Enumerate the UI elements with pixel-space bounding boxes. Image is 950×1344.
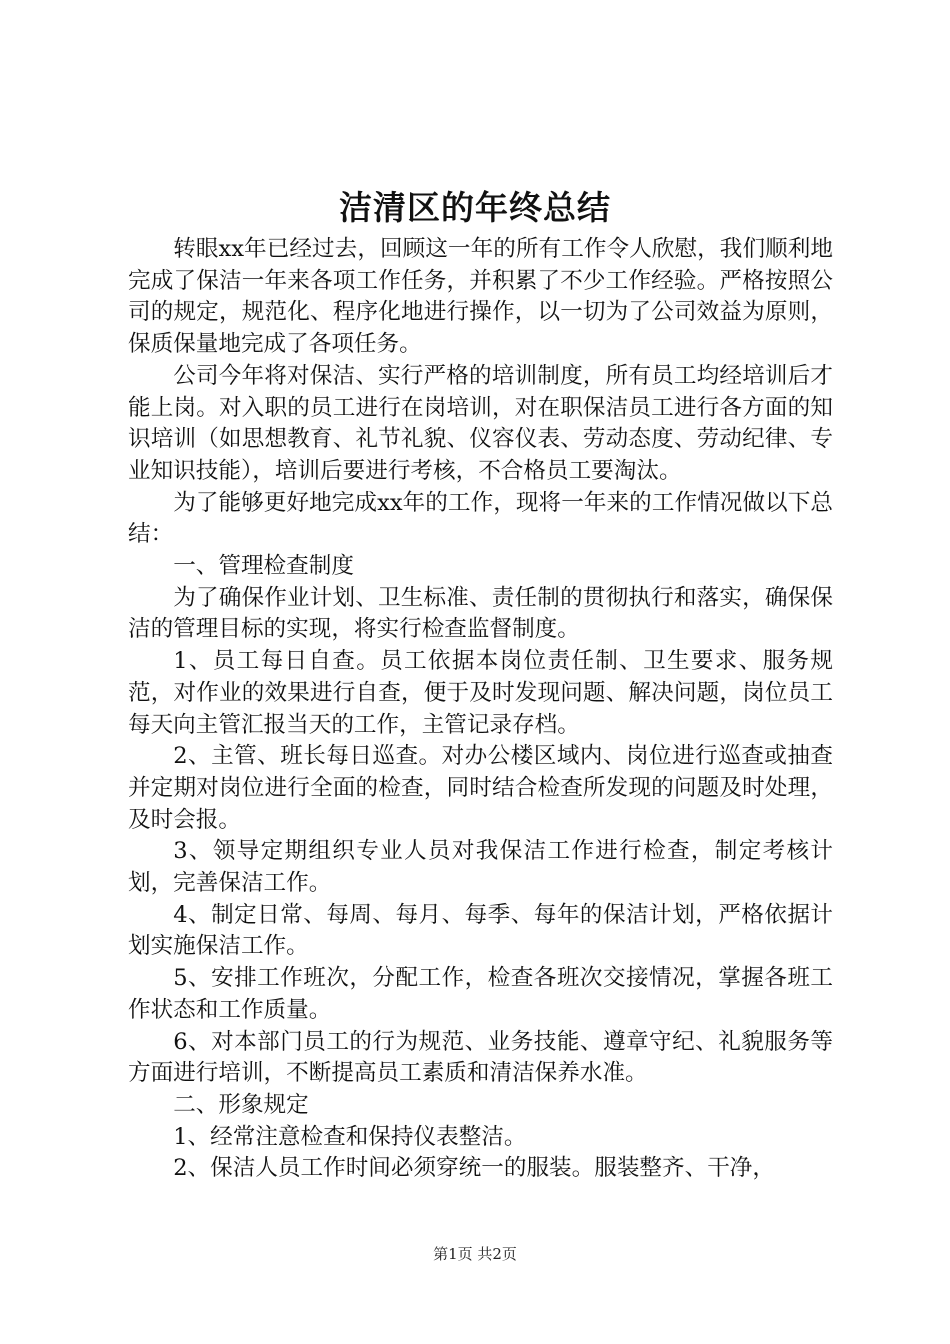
section-heading-inspection: 一、管理检查制度 <box>173 553 354 580</box>
image-rule-2: 2、保洁人员工作时间必须穿统一的服装。服装整齐、干净， <box>173 1155 775 1182</box>
document-title: 洁清区的年终总结 <box>339 188 611 227</box>
list-item-3: 3、领导定期组织专业人员对我保洁工作进行检查，制定考核计划，完善保洁工作。 <box>128 838 833 897</box>
document-body <box>128 234 833 1185</box>
list-item-5: 5、安排工作班次，分配工作，检查各班次交接情况，掌握各班工作状态和工作质量。 <box>128 965 833 1023</box>
paragraph-training: 公司今年将对保洁、实行严格的培训制度，所有员工均经培训后才能上岗。对入职的员工进行在岗培训，对在职保洁员工进行各方面的知识培训（如思想教育、礼节礼貌、仪容仪表、劳动态度、劳动纪律、专业知识技能），培训后要进行考核，不合格员工要淘汰。 <box>128 362 833 484</box>
paragraph-intro: 转眼xx年已经过去，回顾这一年的所有工作令人欣慰，我们顺利地完成了保洁一年来各项工作任务，并积累了不少工作经验。严格按照公司的规定，规范化、程序化地进行操作，以一切为了公司效益为原则，保质保量地完成了各项任务。 <box>128 236 833 358</box>
section-heading-image: 二、形象规定 <box>173 1091 309 1118</box>
list-item-1: 1、员工每日自查。员工依据本岗位责任制、卫生要求、服务规范，对作业的效果进行自查，便于及时发现问题、解决问题，岗位员工每天向主管汇报当天的工作，主管记录存档。 <box>128 648 833 738</box>
page-footer: 第1页 共2页 <box>433 1245 517 1263</box>
list-item-4: 4、制定日常、每周、每月、每季、每年的保洁计划，严格依据计划实施保洁工作。 <box>128 901 833 960</box>
paragraph-inspection-intro: 为了确保作业计划、卫生标准、责任制的贯彻执行和落实，确保保洁的管理目标的实现，将实行检查监督制度。 <box>128 584 833 643</box>
list-item-6: 6、对本部门员工的行为规范、业务技能、遵章守纪、礼貌服务等方面进行培训，不断提高员工素质和清洁保养水准。 <box>128 1028 833 1087</box>
list-item-2: 2、主管、班长每日巡查。对办公楼区域内、岗位进行巡查或抽查并定期对岗位进行全面的检查，同时结合检查所发现的问题及时处理，及时会报。 <box>128 743 833 833</box>
image-rule-1: 1、经常注意检查和保持仪表整洁。 <box>173 1123 527 1150</box>
paragraph-summary-lead: 为了能够更好地完成xx年的工作，现将一年来的工作情况做以下总结： <box>128 489 833 548</box>
